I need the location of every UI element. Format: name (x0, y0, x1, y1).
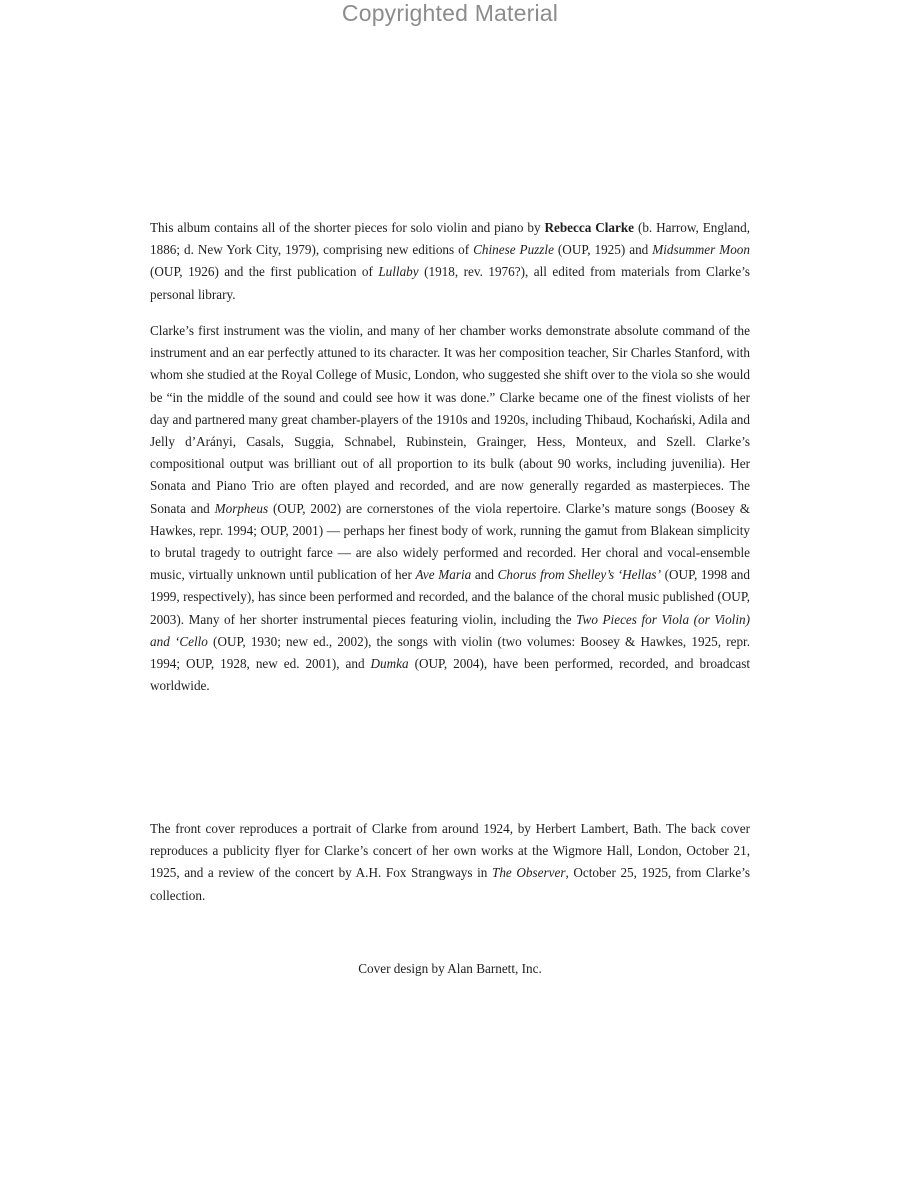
intro-text: (b. Harrow, England, 1886; d. New York City, 1979), comprising new editions of (150, 220, 750, 258)
work-title: Morpheus (214, 500, 269, 516)
publication-title: The Observer (492, 865, 566, 881)
work-title: Chinese Puzzle (473, 242, 554, 258)
intro-text: This album contains all of the shorter pieces for solo violin and piano by (150, 220, 545, 235)
work-title: Chorus from Shelley’s ‘Hellas’ (497, 567, 661, 583)
cover-note-paragraph (150, 818, 750, 907)
cover-text: The front cover reproduces a portrait of Clarke from around 1924, by Herbert Lambert, Bath. The back cover reproduces a publicity flyer for Clarke’s concert of her own works at the Wigmore Hall, London, October 21, 1925, and a review of the concert by A.H. Fox Strangways in (150, 821, 750, 881)
work-title: Midsummer Moon (652, 242, 750, 258)
intro-text: (OUP, 1926) and the first publication of (150, 264, 379, 280)
intro-text: (1918, rev. 1976?), all edited from materials from Clarke’s personal library. (150, 264, 750, 302)
bio-text: and (471, 567, 498, 583)
bio-text: (OUP, 2004), have been performed, recorded, and broadcast worldwide. (150, 656, 750, 694)
copyright-watermark: Copyrighted Material (341, 0, 559, 26)
intro-paragraph (150, 217, 750, 306)
biography-paragraph (150, 320, 750, 697)
work-title: Lullaby (378, 264, 419, 280)
bio-text: (OUP, 2002) are cornerstones of the viola repertoire. Clarke’s mature songs (Boosey & Hawkes, repr. 1994; OUP, 2001) — perhaps her finest body of work, running the gamut from Blakean simplicity to brutal tragedy to outright farce — are also widely performed and recorded. Her choral and vocal-ensemble music, virtually unknown until publication of her (150, 500, 750, 583)
intro-text: (OUP, 1925) and (553, 242, 653, 258)
work-title: Ave Maria (415, 567, 472, 583)
bio-text: (OUP, 1930; new ed., 2002), the songs with violin (two volumes: Boosey & Hawkes, 1925, repr. 1994; OUP, 1928, new ed. 2001), and (150, 633, 751, 672)
cover-text: , October 25, 1925, from Clarke’s collection. (150, 865, 750, 903)
composer-name: Rebecca Clarke (544, 220, 635, 235)
work-title: Dumka (370, 656, 409, 672)
bio-text: (OUP, 1998 and 1999, respectively), has since been performed and recorded, and the balance of the choral music published (OUP, 2003). Many of her shorter instrumental pieces featuring violin, including the (150, 567, 750, 627)
cover-design-credit: Cover design by Alan Barnett, Inc. (358, 961, 542, 976)
bio-text: Clarke’s first instrument was the violin, and many of her chamber works demonstrate absolute command of the instrument and an ear perfectly attuned to its character. It was her composition teacher, Sir Charles Stanford, with whom she studied at the Royal College of Music, London, who suggested she shift over to the viola so she would be “in the middle of the sound and could see how it was done.” Clarke became one of the finest violists of her day and partnered many great chamber-players of the 1910s and 1920s, including Thibaud, Kochański, Adila and Jelly d’Arányi, Casals, Suggia, Schnabel, Rubinstein, Grainger, Hess, Monteux, and Szell. Clarke’s compositional output was brilliant out of all proportion to its bulk (about 90 works, including juvenilia). Her Sonata and Piano Trio are often played and recorded, and are now generally regarded as masterpieces. The Sonata and (150, 323, 750, 516)
work-title: Two Pieces for Viola (or Violin) and ‘Cello (150, 611, 750, 649)
